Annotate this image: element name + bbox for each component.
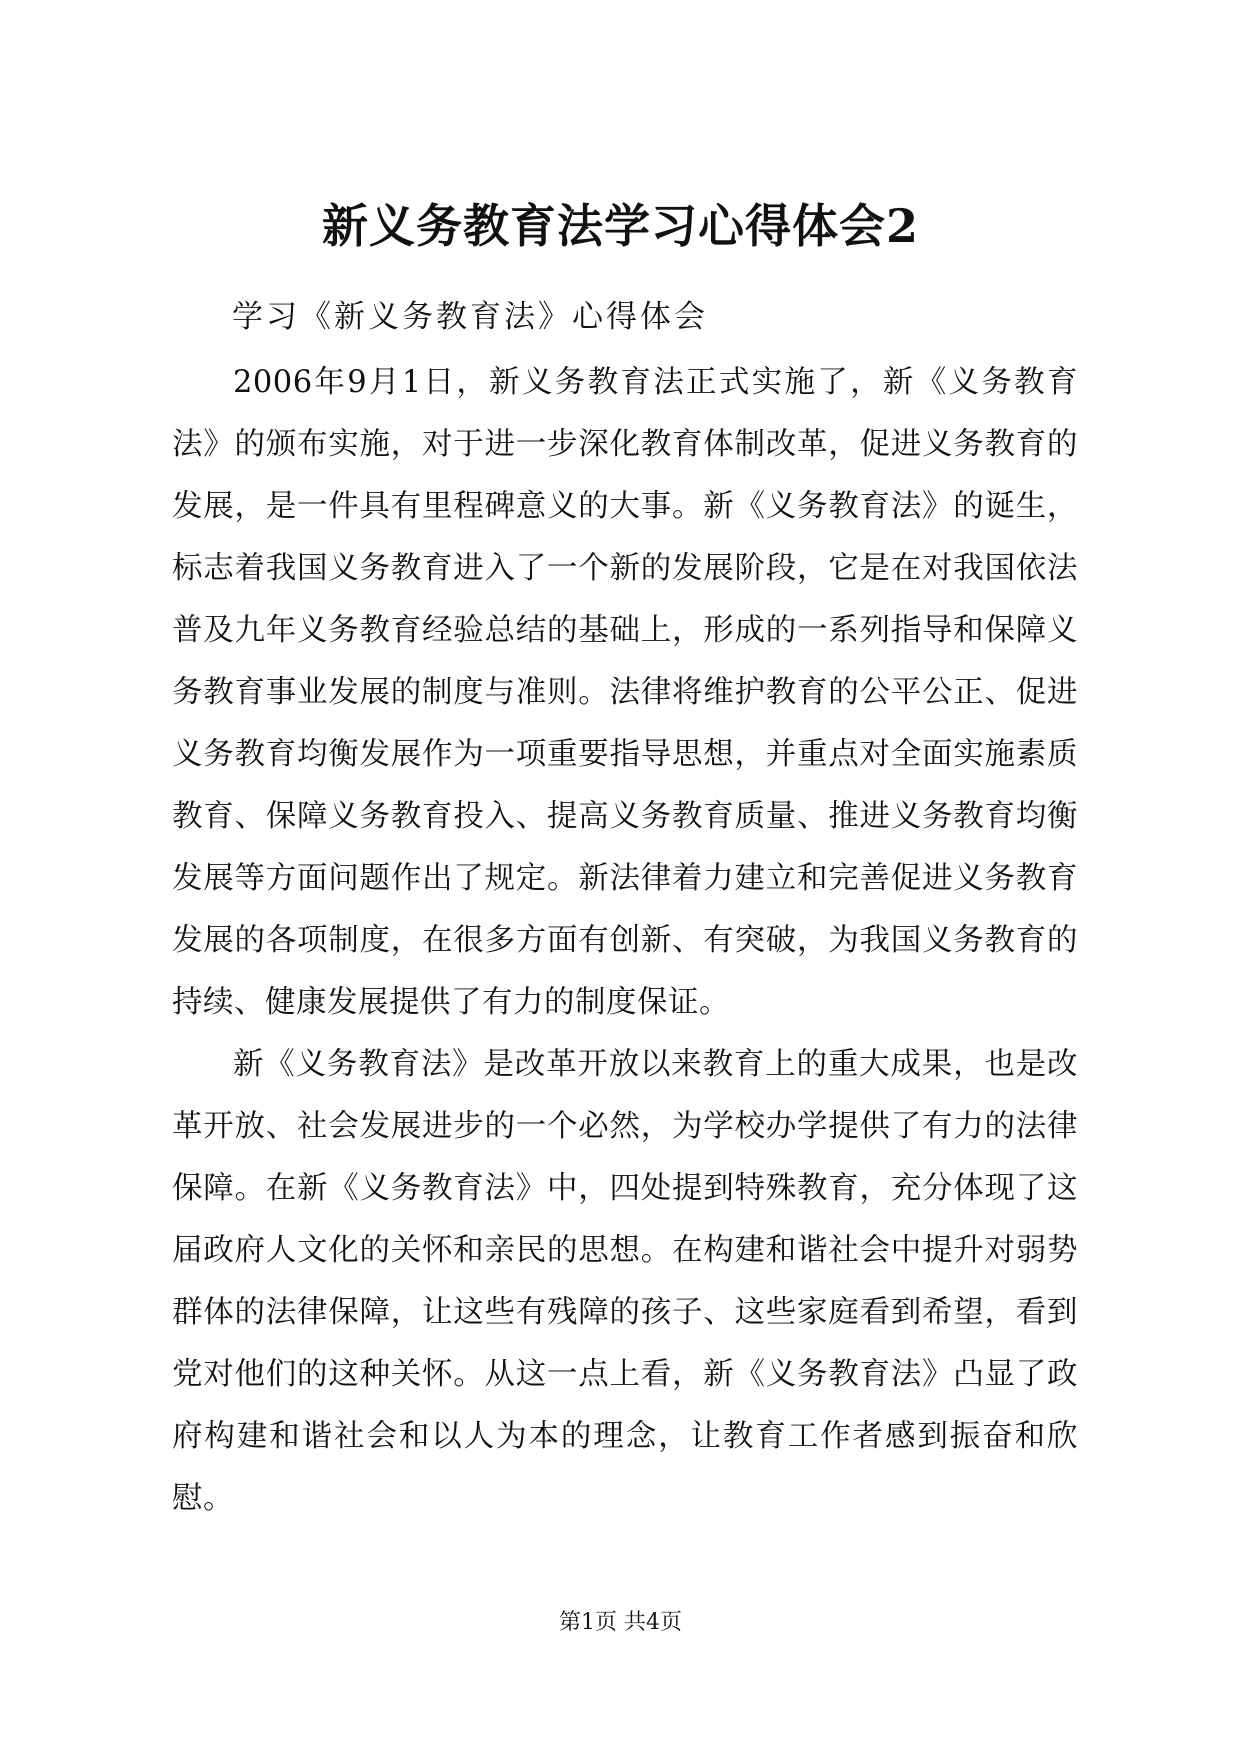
paragraph: 新《义务教育法》是改革开放以来教育上的重大成果，也是改革开放、社会发展进步的一个必然，为学校办学提供了有力的法律保障。在新《义务教育法》中，四处提到特殊教育，充分体现了这届政府人文化的关怀和亲民的思想。在构建和谐社会中提升对弱势群体的法律保障，让这些有残障的孩子、这些家庭看到希望，看到党对他们的这种关怀。从这一点上看，新《义务教育法》凸显了政府构建和谐社会和以人为本的理念，让教育工作者感到振奋和欣慰。 [172,1047,1078,1516]
paragraph: 2006年9月1日，新义务教育法正式实施了，新《义务教育法》的颁布实施，对于进一步深化教育体制改革，促进义务教育的发展，是一件具有里程碑意义的大事。新《义务教育法》的诞生，标志着我国义务教育进入了一个新的发展阶段，它是在对我国依法普及九年义务教育经验总结的基础上，形成的一系列指导和保障义务教育事业发展的制度与准则。法律将维护教育的公平公正、促进义务教育均衡发展作为一项重要指导思想，并重点对全面实施素质教育、保障义务教育投入、提高义务教育质量、推进义务教育均衡发展等方面问题作出了规定。新法律着力建立和完善促进义务教育发展的各项制度，在很多方面有创新、有突破，为我国义务教育的持续、健康发展提供了有力的制度保证。 [172,365,1078,1020]
page-number-footer: 第1页 共4页 [559,1610,682,1635]
document-subtitle: 学习《新义务教育法》心得体会 [232,299,708,335]
document-title: 新义务教育法学习心得体会2 [321,199,919,253]
document-body [172,352,1078,1530]
